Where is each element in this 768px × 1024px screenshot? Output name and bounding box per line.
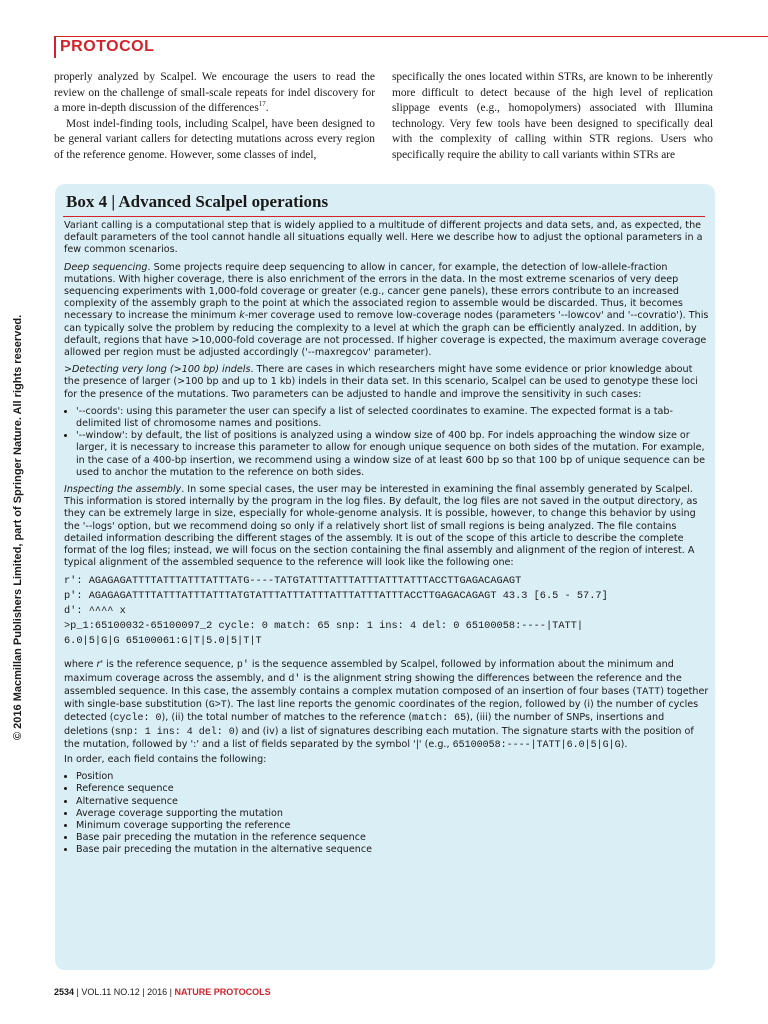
right-column xyxy=(392,70,713,164)
code-line: 6.0|5|G|G 65100061:G|T|5.0|5|T|T xyxy=(64,635,262,648)
list-item: • Reference sequence xyxy=(76,783,709,795)
list-item: • Alternative sequence xyxy=(76,796,709,808)
volume-issue: VOL.11 NO.12 xyxy=(81,987,140,997)
list-item: • Position xyxy=(76,771,709,783)
long-indels-heading: Detecting very long (>100 bp) indels xyxy=(72,364,251,376)
header-accent-bar xyxy=(54,36,56,58)
assembly-paragraph: Inspecting the assembly. In some special cases, the user may be interested in examining the final assembly generated by Scalpel. This information is stored internally by the program in the log files. By default, the log files are not saved in the output directory, as they can be extremely large in size, especially for whole-genome analysis. It is possible, however, to change this behavior by using the '--logs' option, but we recommend doing so only if a relatively short list of small regions is being analyzed. The file contains detailed information describing the different stages of the assembly. It is out of the scope of this article to describe the complete format of the log files; instead, we will focus on the section containing the final assembly and alignment of the region of interest. A typical alignment of the assembled sequence to the reference will look like the following one: xyxy=(64,484,698,569)
box-body xyxy=(64,220,709,862)
paragraph: properly analyzed by Scalpel. We encourage the users to read the review on the challenge of small-scale repeats for indel discovery for a more in-depth discussion of the differences$^{17}$. xyxy=(54,71,375,115)
copyright-notice: © 2016 Macmillan Publishers Limited, part of Springer Nature. All rights reserved. xyxy=(12,314,24,740)
page-number: 2534 xyxy=(54,987,75,997)
list-item: • Base pair preceding the mutation in the alternative sequence xyxy=(76,844,709,856)
assembly-heading: Inspecting the assembly xyxy=(64,484,182,496)
box-title: Box 4 | Advanced Scalpel operations xyxy=(66,192,329,211)
body-columns xyxy=(54,70,714,164)
reference-marker[interactable]: 17 xyxy=(258,100,266,109)
list-item: • Base pair preceding the mutation in the reference sequence xyxy=(76,832,709,844)
alignment-code-block xyxy=(64,574,709,649)
deep-sequencing-heading: Deep sequencing xyxy=(64,261,148,273)
fields-list xyxy=(64,771,709,856)
year: 2016 xyxy=(147,987,168,997)
box-advanced-operations xyxy=(55,184,715,970)
fields-intro: In order, each field contains the following: xyxy=(64,753,267,765)
long-indels-paragraph: >Detecting very long (>100 bp) indels. There are cases in which researchers might have some evidence or prior knowledge about the presence of larger (>100 bp and up to 1 kb) indels in their data set. In this scenario, Scalpel can be used to genotype these loci for the presence of the mutations. Two parameters can be adjusted to handle and improve the sensitivity in such cases: xyxy=(64,364,698,400)
code-line: r': AGAGAGATTTTATTTATTTATTTATG----TATGTATTTATTTATTTATTTATTTACCTTGAGACAGAGT xyxy=(64,575,522,588)
box-title-rule xyxy=(63,216,705,217)
explanation-paragraph: where r' is the reference sequence, p' is the sequence assembled by Scalpel, followed by information about the minimum and maximum coverage across the assembly, and d' is the alignment string showing the differences between the reference and the assembled sequence. In this case, the assembly contains a complex mutation composed of an insertion of four bases (TATT) together with single-base substitution (G>T). The last line reports the genomic coordinates of the region, followed by (i) the number of cycles detected (cycle: 0), (ii) the total number of matches to the reference (match: 65), (iii) the number of SNPs, insertions and deletions (snp: 1 ins: 4 del: 0) and (iv) a list of signatures describing each mutation. The signature starts with the position of the mutation, followed by ':' and a list of fields separated by the symbol '|' (e.g., 65100058:----|TATT|6.0|5|G|G). xyxy=(64,659,709,751)
box-intro: Variant calling is a computational step that is widely applied to a multitude of different projects and data sets, and, as expected, the default parameters of the tool cannot handle all situations equally well. Here we describe how to adjust the optional parameters in a few common scenarios. xyxy=(64,220,703,256)
code-line: d': ^^^^ x xyxy=(64,605,126,618)
code-line: p': AGAGAGATTTTATTTATTTATTTATGTATTTATTTATTTATTTATTTATTTACCTTGAGACAGAGT 43.3 [6.5 - 57.7] xyxy=(64,590,608,603)
code-line: >p_1:65100032-65100097_2 cycle: 0 match: 65 snp: 1 ins: 4 del: 0 65100058:----|TATT| xyxy=(64,620,584,633)
journal-name: NATURE PROTOCOLS xyxy=(174,987,271,997)
paragraph: specifically the ones located within STRs, are known to be inherently more difficult to detect because of the high level of replication slippage events (e.g., homopolymers) associated with Illumina technology. Very few tools have been designed to specifically deal with the complexity of calling within STR regions. Users who specifically require the ability to call variants within STRs are xyxy=(392,71,713,161)
page-header xyxy=(54,36,768,58)
page-footer: 2534 | VOL.11 NO.12 | 2016 | NATURE PROTOCOLS xyxy=(54,987,271,997)
left-column xyxy=(54,70,375,164)
header-rule xyxy=(54,36,768,37)
list-item: • Minimum coverage supporting the reference xyxy=(76,820,709,832)
list-item: • Average coverage supporting the mutation xyxy=(76,808,709,820)
list-item: • '--coords': using this parameter the user can specify a list of selected coordinates to examine. The expected format is a tab-delimited list of chromosome names and positions. xyxy=(76,406,709,430)
long-indels-list xyxy=(64,406,709,479)
list-item: • '--window': by default, the list of positions is analyzed using a window size of 400 bp. For indels approaching the window size or larger, it is necessary to increase this parameter to allow for enough unique sequence on both sides of the mutation. For example, in the case of a 400-bp insertion, we recommend using a window size of at least 600 bp so that 100 bp of unique sequence can be used to anchor the mutation to the reference on both sides. xyxy=(76,430,709,479)
paragraph: Most indel-finding tools, including Scalpel, have been designed to be general variant callers for detecting mutations across every region of the reference genome. However, some classes of indel, xyxy=(54,117,375,161)
section-label: PROTOCOL xyxy=(60,38,155,55)
deep-sequencing-paragraph: Deep sequencing. Some projects require deep sequencing to allow in cancer, for example, the detection of low-allele-fraction mutations. With higher coverage, there is also enrichment of the errors in the data. In the most extreme scenarios of very deep sequencing experiments with 1,000-fold coverage or greater (e.g., cancer gene panels), these errors contribute to an increased complexity of the assembly graph to the point at which the associated region to assemble would be discarded. Thus, it becomes necessary to increase the minimum k-mer coverage used to remove low-coverage nodes (parameters '--lowcov' and '--covratio'). This can typically solve the problem by reducing the complexity to a level at which the graph can be efficiently analyzed. In addition, by default, regions that have >10,000-fold coverage are not processed. If higher coverage is expected, the maximum average coverage allowed per region must be adjusted accordingly ('--maxregcov' parameter). xyxy=(64,261,709,359)
